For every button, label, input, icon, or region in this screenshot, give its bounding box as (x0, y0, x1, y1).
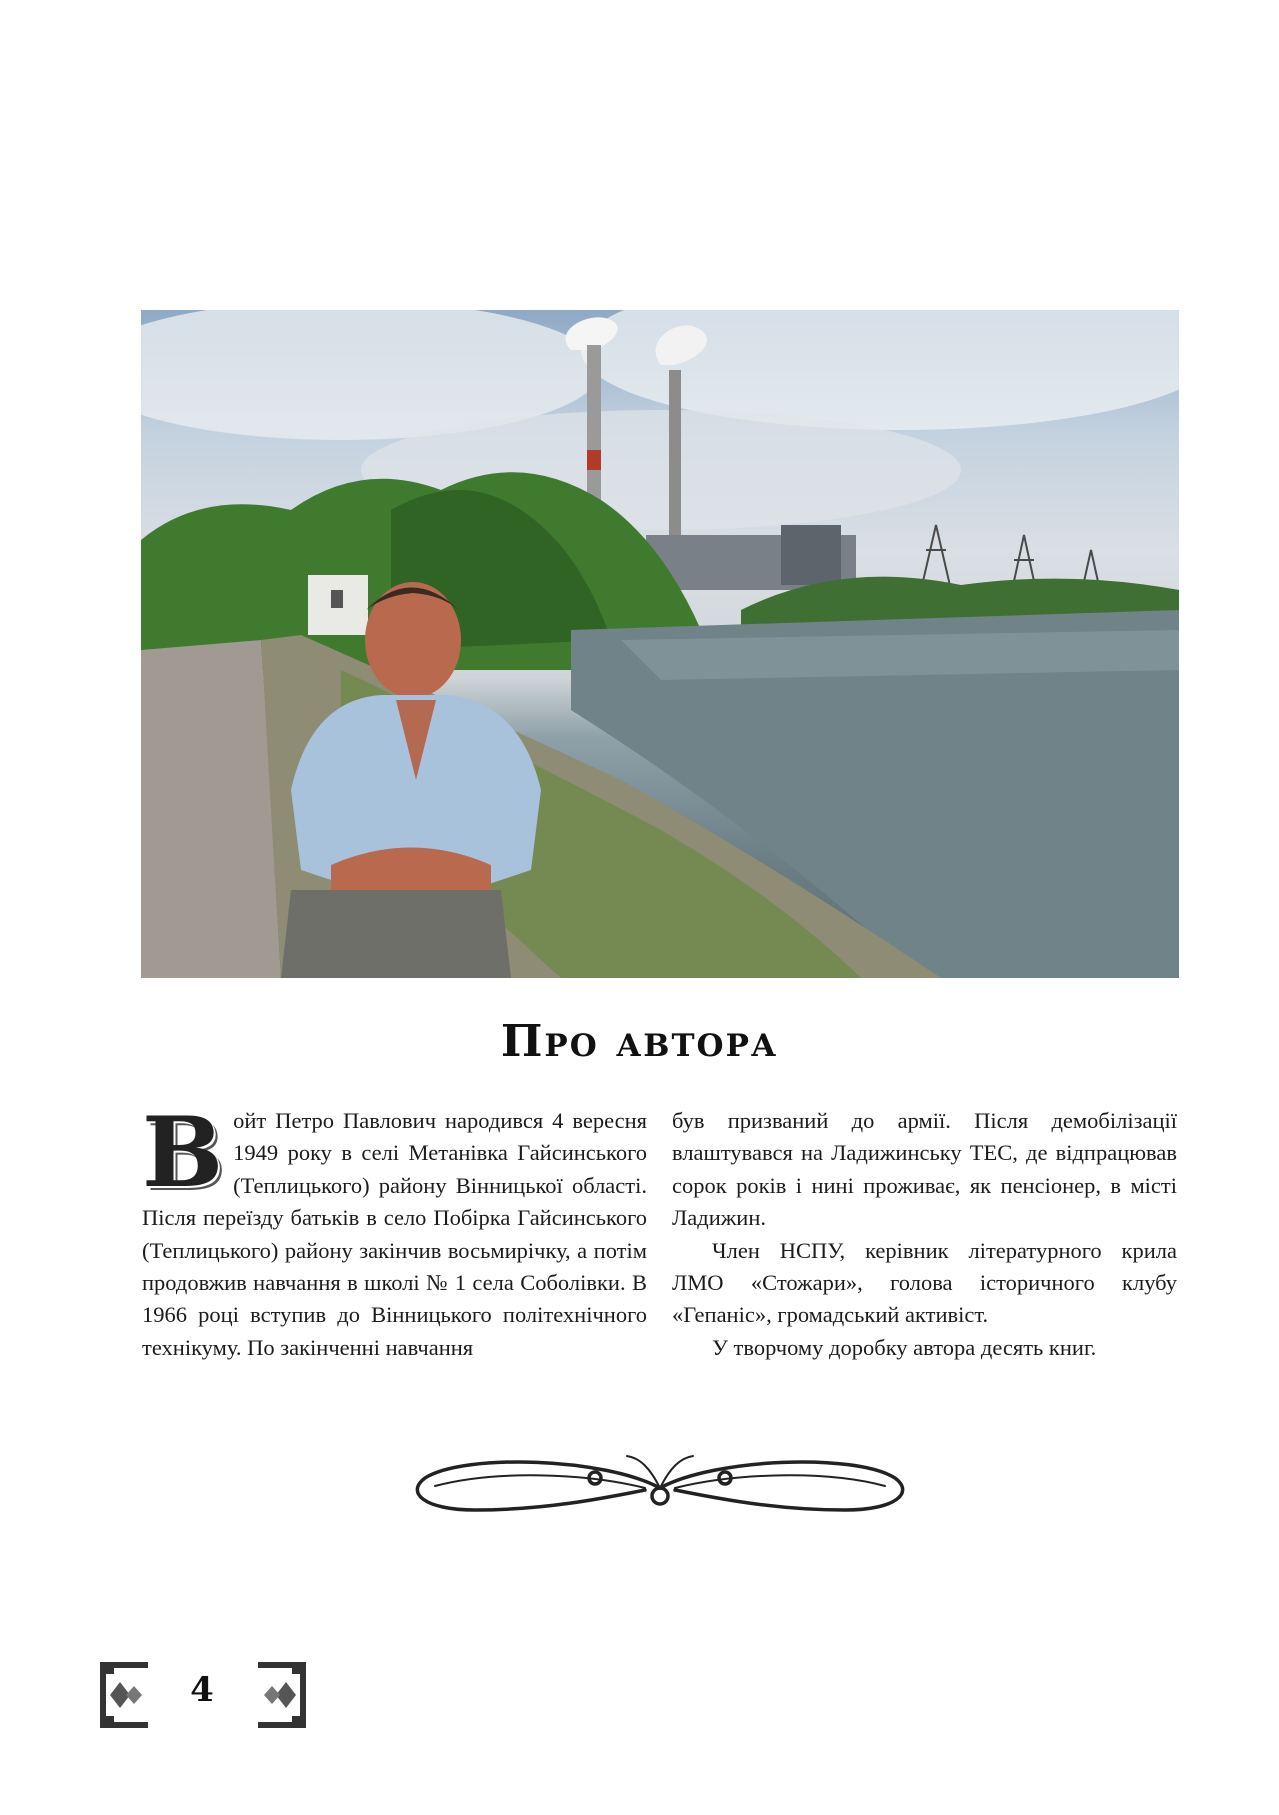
flourish-divider-icon (405, 1448, 915, 1518)
biography-continuation: був призваний до армії. Після демобілізації влаштувався на Ладижинську ТЕС, де відпрацював сорок років і нині проживає, як пенсіонер, в місті Ладижин. (672, 1108, 1177, 1231)
drop-cap: В (142, 1096, 224, 1209)
embroidery-ornament-right-icon (258, 1662, 306, 1728)
text-column-right (672, 1105, 1177, 1364)
author-photo-illustration (141, 310, 1179, 978)
page-title: Про автора (500, 1016, 779, 1067)
text-column-left (142, 1096, 647, 1364)
books-paragraph: У творчому доробку автора десять книг. (712, 1334, 1097, 1360)
memberships-paragraph: Член НСПУ, керівник літературного крила ЛМО «Стожари», голова історичного клубу «Гепаніс», громадський активіст. (672, 1237, 1177, 1328)
author-photo (141, 310, 1179, 978)
biography-text: ойт Петро Павлович народився 4 вересня 1949 року в селі Метанівка Гайсинського (Теплицького) району Вінницької області. Після переїзду батьків в село Побірка Гайсинського (Теплицького) району закінчив восьмирічку, а потім продовжив навчання в школі № 1 села Соболівки. В 1966 році вступив до Вінницького політехнічного технікуму. По закінченні навчання (142, 1108, 647, 1360)
page-number: 4 (190, 1670, 214, 1710)
biography-paragraph (142, 1096, 647, 1364)
embroidery-ornament-left-icon (100, 1662, 148, 1728)
